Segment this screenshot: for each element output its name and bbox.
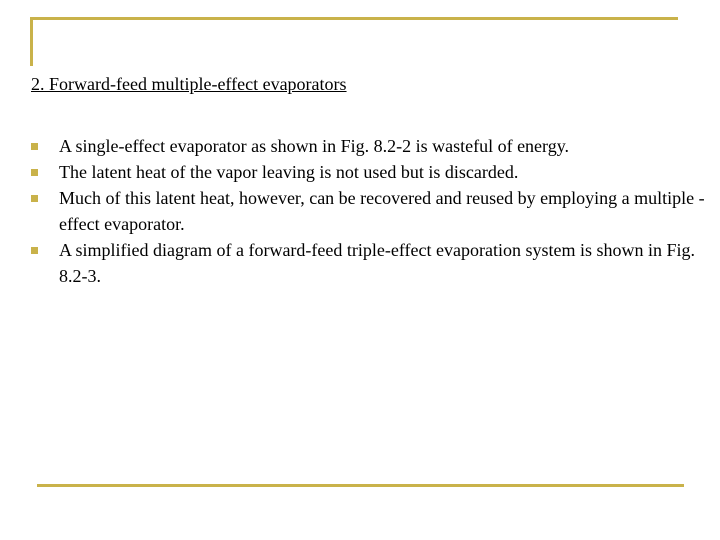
left-accent-line	[30, 17, 33, 66]
square-bullet-icon	[31, 169, 38, 176]
square-bullet-icon	[31, 247, 38, 254]
bullet-text: Much of this latent heat, however, can be recovered and reused by employing a multiple - effect evaporator.	[59, 188, 705, 234]
square-bullet-icon	[31, 143, 38, 150]
bullet-text: The latent heat of the vapor leaving is not used but is discarded.	[59, 162, 519, 182]
square-bullet-icon	[31, 195, 38, 202]
bullet-item	[30, 159, 710, 185]
bullet-text: A simplified diagram of a forward-feed triple-effect evaporation system is shown in Fig. 8.2-3.	[59, 240, 695, 286]
top-accent-line	[30, 17, 678, 20]
slide-title: 2. Forward-feed multiple-effect evaporators	[31, 74, 347, 94]
bullet-item	[30, 133, 710, 159]
bottom-accent-line	[37, 484, 684, 487]
bullet-item	[30, 185, 710, 237]
bullet-text: A single-effect evaporator as shown in Fig. 8.2-2 is wasteful of energy.	[59, 136, 570, 156]
bullet-list	[30, 133, 710, 289]
bullet-item	[30, 237, 710, 289]
